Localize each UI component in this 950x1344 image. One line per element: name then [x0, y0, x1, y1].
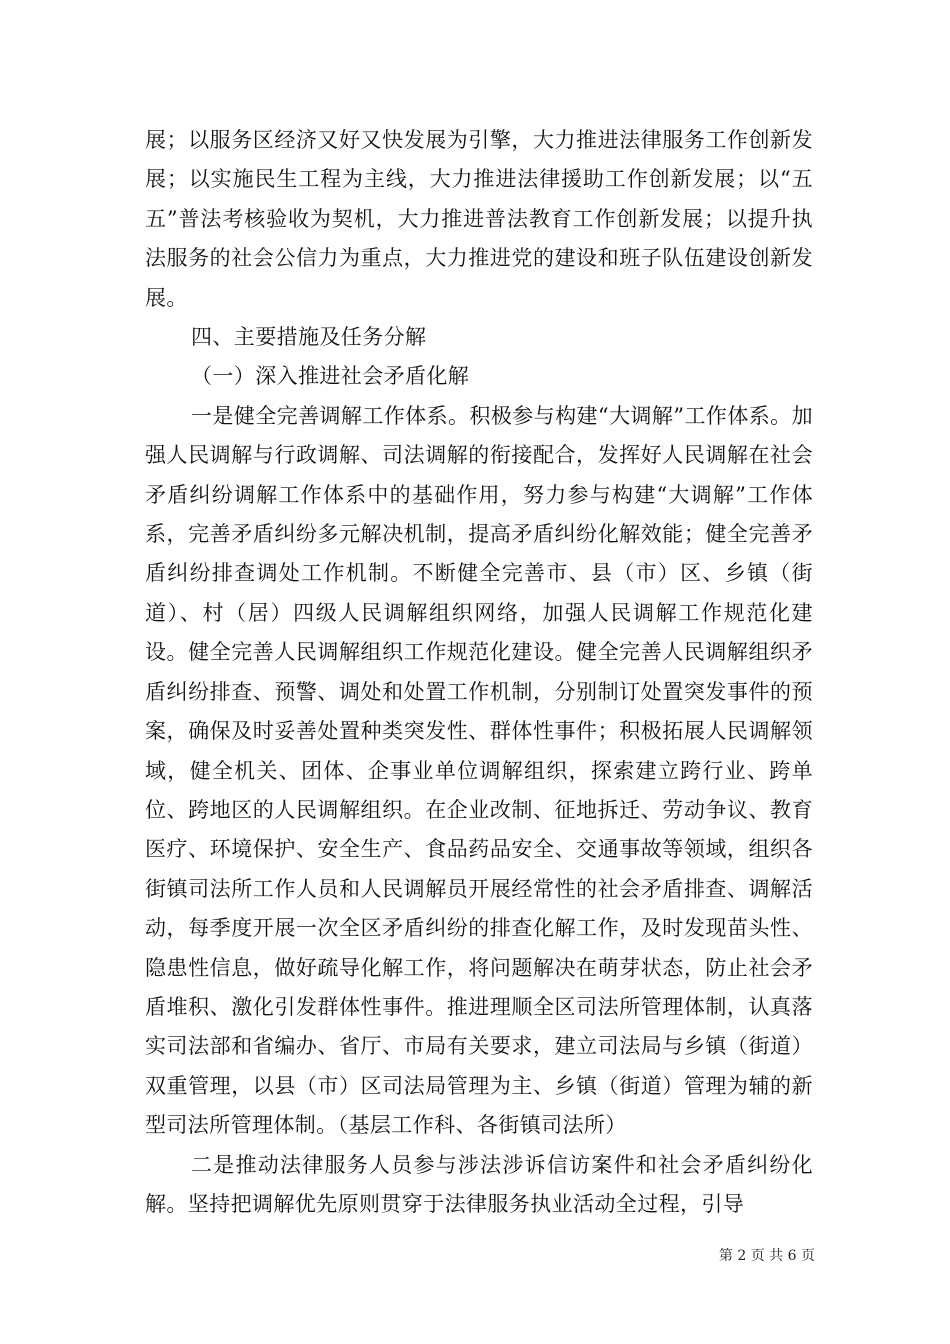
subsection-heading: （一）深入推进社会矛盾化解 — [191, 364, 470, 389]
paragraph-item-two: 二是推动法律服务人员参与涉法涉诉信访案件和社会矛盾纠纷化解。坚持把调解优先原则贯穿于法律服务执业活动全过程，引导 — [145, 1152, 813, 1216]
paragraph-continuation: 展；以服务区经济又好又快发展为引擎，大力推进法律服务工作创新发展；以实施民生工程为主线，大力推进法律援助工作创新发展；以“五五”普法考核验收为契机，大力推进普法教育工作创新发展；以提升执法服务的社会公信力为重点，大力推进党的建设和班子队伍建设创新发展。 — [145, 128, 813, 310]
section-heading: 四、主要措施及任务分解 — [191, 325, 427, 350]
paragraph-item-one: 一是健全完善调解工作体系。积极参与构建“大调解”工作体系。加强人民调解与行政调解、司法调解的衔接配合，发挥好人民调解在社会矛盾纠纷调解工作体系中的基础作用，努力参与构建“大调解”工作体系，完善矛盾纠纷多元解决机制，提高矛盾纠纷化解效能；健全完善矛盾纠纷排查调处工作机制。不断健全完善市、县（市）区、乡镇（街道）、村（居）四级人民调解组织网络，加强人民调解工作规范化建设。健全完善人民调解组织工作规范化建设。健全完善人民调解组织矛盾纠纷排查、预警、调处和处置工作机制，分别制订处置突发事件的预案，确保及时妥善处置种类突发性、群体性事件；积极拓展人民调解领域，健全机关、团体、企事业单位调解组织，探索建立跨行业、跨单位、跨地区的人民调解组织。在企业改制、征地拆迁、劳动争议、教育医疗、环境保护、安全生产、食品药品安全、交通事故等领域，组织各街镇司法所工作人员和人民调解员开展经常性的社会矛盾排查、调解活动，每季度开展一次全区矛盾纠纷的排查化解工作，及时发现苗头性、隐患性信息，做好疏导化解工作，将问题解决在萌芽状态，防止社会矛盾堆积、激化引发群体性事件。推进理顺全区司法所管理体制，认真落实司法部和省编办、省厅、市局有关要求，建立司法局与乡镇（街道）双重管理，以县（市）区司法局管理为主、乡镇（街道）管理为辅的新型司法所管理体制。（基层工作科、各街镇司法所） — [145, 403, 813, 1138]
page-number-footer: 第 2 页 共 6 页 — [718, 1248, 815, 1264]
document-body — [145, 121, 813, 1224]
